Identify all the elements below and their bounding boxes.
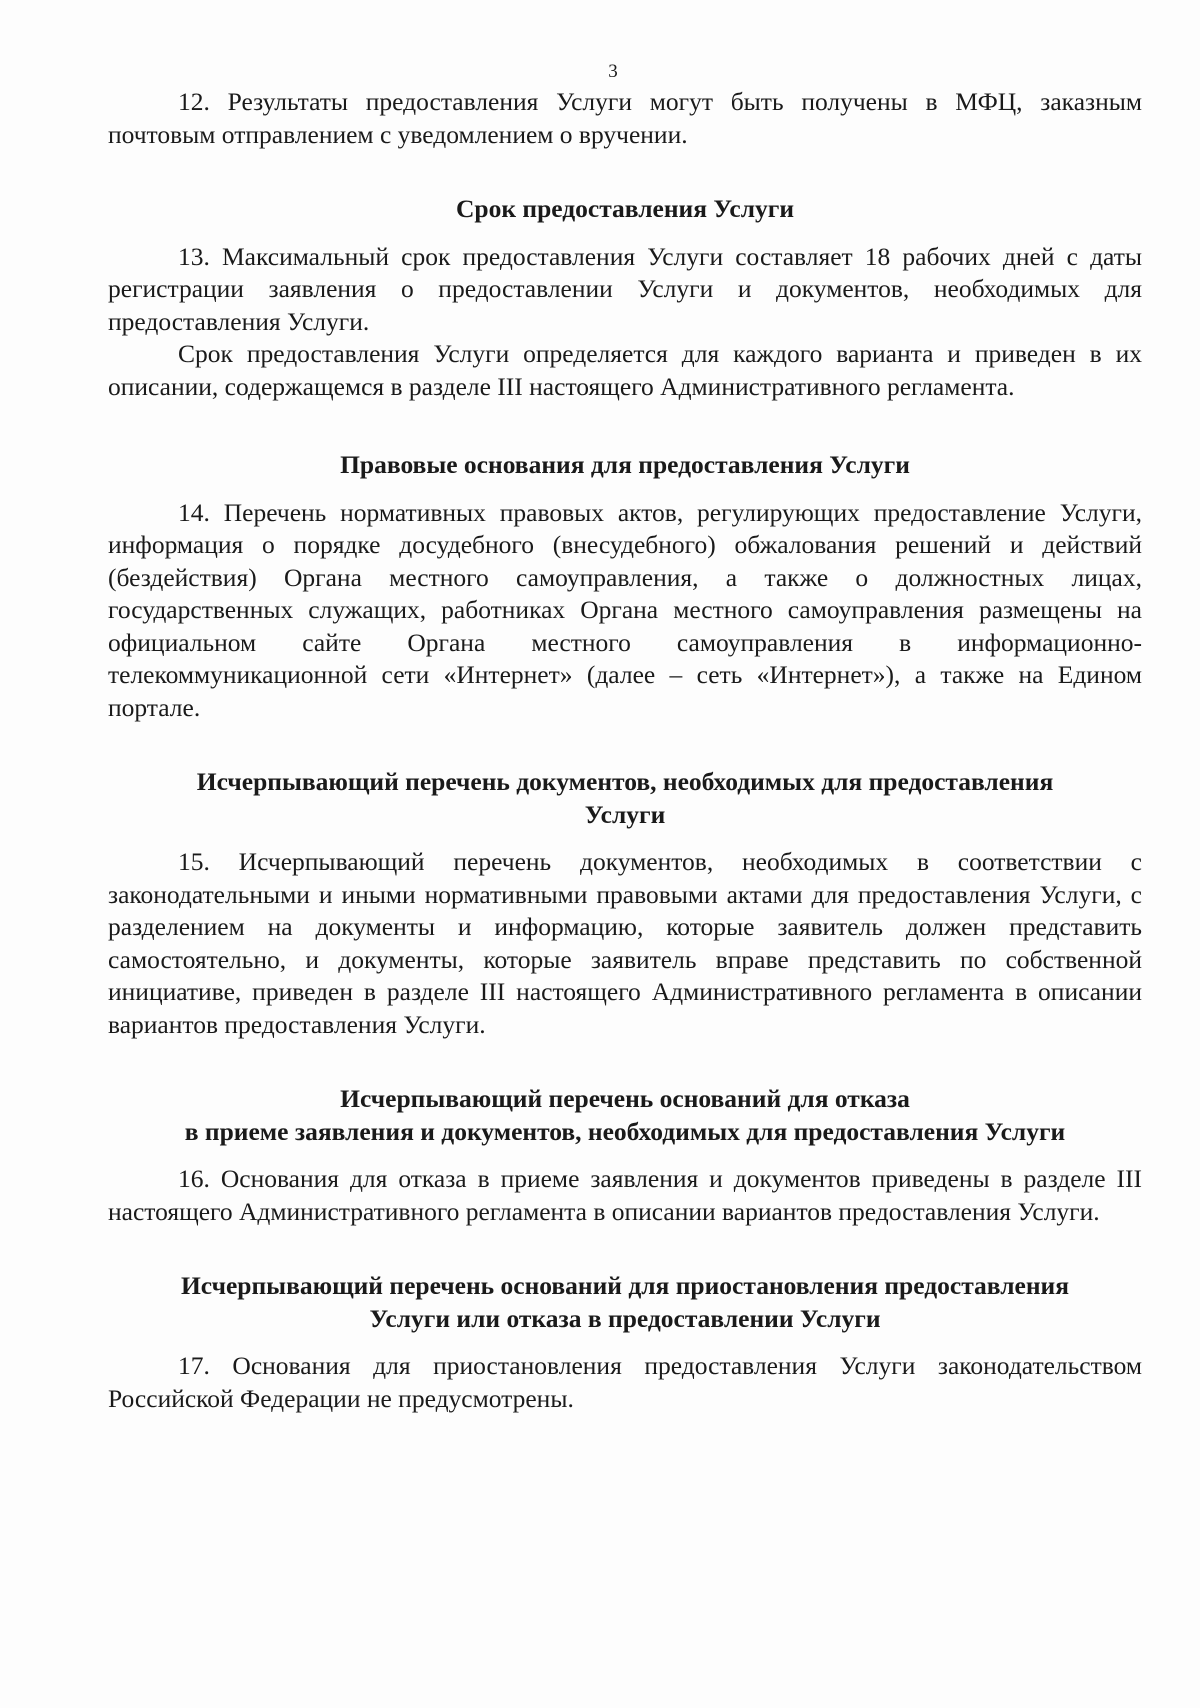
heading-documents-list [108,766,1142,831]
heading-refusal-grounds [108,1083,1142,1148]
heading-suspension-grounds [108,1270,1142,1335]
heading-suspension-line-1: Исчерпывающий перечень оснований для приостановления предоставления [180,1271,1070,1300]
heading-suspension-line-2: Услуги или отказа в предоставлении Услуги [369,1303,881,1333]
page-number: 3 [608,61,618,82]
heading-documents-line-2: Услуги [584,799,666,829]
paragraph-15: 15. Исчерпывающий перечень документов, необходимых в соответствии с законодательными и иными нормативными правовыми актами для предоставления Услуги, с разделением на документы и информацию, которые заявитель должен представить самостоятельно, и документы, которые заявитель вправе представить по собственной инициативе, приведен в разделе III настоящего Административного регламента в описании вариантов предоставления Услуги. [108,847,1142,1039]
heading-refusal-line-1: Исчерпывающий перечень оснований для отказа [340,1084,910,1113]
paragraph-13: 13. Максимальный срок предоставления Услуги составляет 18 рабочих дней с даты регистрации заявления о предоставлении Услуги и документов, необходимых для предоставления Услуги. [108,241,1142,336]
heading-legal-grounds: Правовые основания для предоставления Услуги [340,450,910,479]
heading-documents-line-1: Исчерпывающий перечень документов, необходимых для предоставления [196,767,1054,796]
paragraph-12: 12. Результаты предоставления Услуги могут быть получены в МФЦ, заказным почтовым отправлением с уведомлением о вручении. [108,87,1142,149]
paragraph-16: 16. Основания для отказа в приеме заявления и документов приведены в разделе III настоящего Административного регламента в описании вариантов предоставления Услуги. [108,1164,1142,1226]
paragraph-14: 14. Перечень нормативных правовых актов, регулирующих предоставление Услуги, информация о порядке досудебного (внесудебного) обжалования решений и действий (бездействия) Органа местного самоуправления, а также о должностных лицах, государственных служащих, работниках Органа местного самоуправления размещены на официальном сайте Органа местного самоуправления в информационно-телекоммуникационной сети «Интернет» (далее – сеть «Интернет»), а также на Едином портале. [108,497,1142,722]
paragraph-13-continued: Срок предоставления Услуги определяется для каждого варианта и приведен в их описании, содержащемся в разделе III настоящего Административного регламента. [108,339,1142,401]
heading-service-term: Срок предоставления Услуги [455,194,795,223]
heading-refusal-line-2: в приеме заявления и документов, необходимых для предоставления Услуги [184,1116,1066,1146]
paragraph-17: 17. Основания для приостановления предоставления Услуги законодательством Российской Федерации не предусмотрены. [108,1351,1142,1413]
